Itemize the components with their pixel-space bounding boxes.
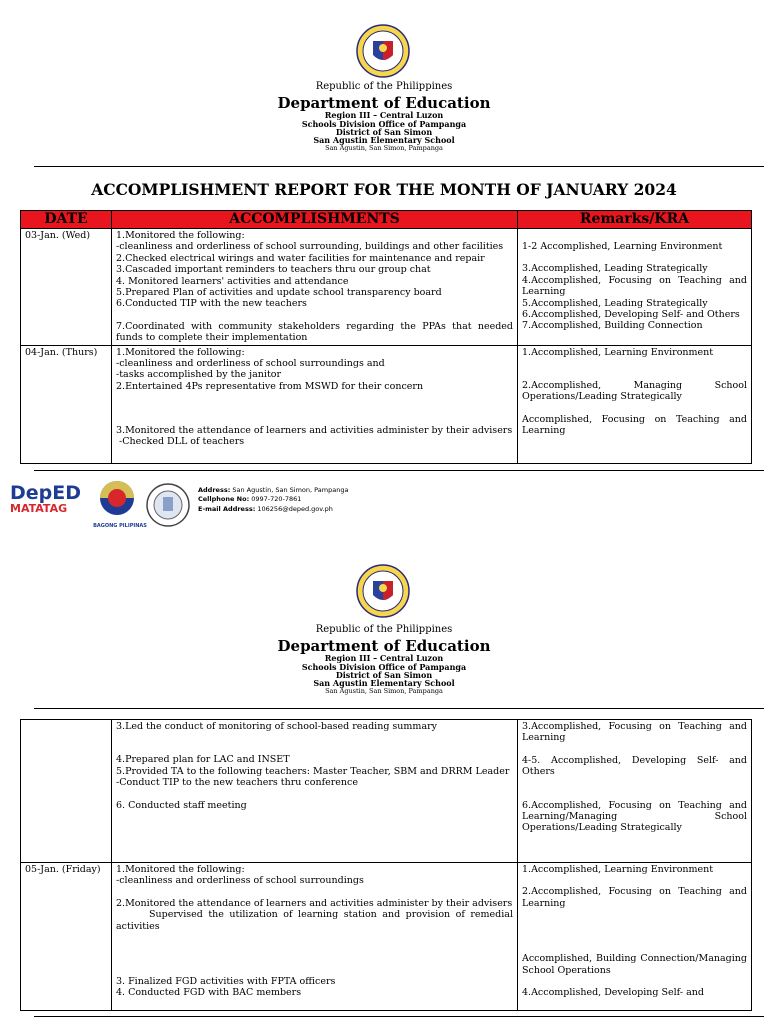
footer-divider (34, 470, 764, 471)
list-item: 1.Accomplished, Learning Environment (522, 346, 714, 358)
accomplishments-cell (112, 345, 518, 463)
list-item: 3.Accomplished, Focusing on Teaching and Learning (522, 721, 747, 744)
deped-seal-icon (356, 564, 410, 618)
list-item: 3.Monitored the attendance of learners and activities administer by their advisers (116, 425, 513, 437)
remarks-cell (518, 229, 752, 346)
matatag-logo-text: MATATAG (10, 502, 68, 515)
division-text: Schools Division Office of Pampanga (301, 661, 467, 672)
department-title: Department of Education (277, 93, 491, 112)
list-item: 7.Coordinated with community stakeholders regarding the PPAs that needed funds to complete their implementation (116, 320, 513, 344)
table-row (21, 863, 752, 1011)
list-item: 6.Conducted TIP with the new teachers (116, 298, 307, 310)
list-item: -cleanliness and orderliness of school surrounding, buildings and other facilities (116, 241, 504, 253)
contact-cellphone: 0997-720-7861 (251, 495, 302, 504)
list-item: 1-2 Accomplished, Learning Environment (522, 241, 723, 252)
list-item: 1.Accomplished, Learning Environment (522, 864, 714, 875)
region-text: Region III – Central Luzon (324, 653, 444, 664)
date-cell (21, 720, 112, 863)
table-row (21, 720, 752, 863)
division-text: Schools Division Office of Pampanga (301, 118, 467, 129)
republic-text: Republic of the Philippines (315, 624, 453, 635)
remarks-cell (518, 720, 752, 863)
republic-text: Republic of the Philippines (315, 81, 453, 92)
list-item: -cleanliness and orderliness of school surroundings (116, 875, 364, 887)
letterhead (0, 625, 768, 695)
contact-address: San Agustin, San Simon, Pampanga (232, 486, 349, 494)
date-header: DATE (21, 211, 112, 229)
district-text: District of San Simon (335, 670, 433, 681)
table-row (21, 229, 752, 346)
remarks-cell (518, 345, 752, 463)
list-item: -Checked DLL of teachers (116, 436, 245, 448)
list-item: 6.Accomplished, Developing Self- and Others (522, 308, 740, 320)
list-item: 2.Accomplished, Focusing on Teaching and Learning (522, 886, 747, 909)
list-item: 5.Provided TA to the following teachers: Master Teacher, SBM and DRRM Leader (116, 765, 510, 777)
date-cell: 05-Jan. (Friday) (21, 863, 112, 1011)
header-divider (34, 166, 764, 167)
contact-block: Address: San Agustin, San Simon, Pampanga Cellphone No: 0997-720-7861 E-mail Address: 106256@deped.gov.ph (198, 486, 349, 513)
list-item: 1.Monitored the following: (116, 864, 245, 875)
list-item: -tasks accomplished by the janitor (116, 369, 282, 381)
bagong-pilipinas-logo-icon (90, 480, 144, 524)
header-divider (34, 708, 764, 709)
list-item: 5.Accomplished, Leading Strategically (522, 297, 708, 309)
address-text: San Agustin, San Simon, Pampanga (325, 143, 443, 152)
district-text: District of San Simon (335, 127, 433, 138)
accomplishments-cell (112, 229, 518, 346)
accomplishments-cell (112, 720, 518, 863)
list-item: 4-5. Accomplished, Developing Self- and Others (522, 754, 747, 778)
list-item: 4.Accomplished, Developing Self- and (522, 986, 704, 998)
letterhead (0, 82, 768, 152)
list-item: 6.Accomplished, Focusing on Teaching and Learning/Managing School Operations/Leading Strategically (522, 799, 747, 834)
deped-matatag-logo (10, 484, 81, 515)
remarks-header: Remarks/KRA (518, 211, 752, 229)
list-item: -Conduct TIP to the new teachers thru conference (116, 777, 358, 789)
accomplishment-table (20, 719, 752, 1011)
list-item: 1.Monitored the following: (116, 346, 245, 358)
list-item: 2.Accomplished, Managing School Operations/Leading Strategically (522, 379, 747, 403)
list-item: Supervised the utilization of learning station and provision of remedial activities (116, 909, 517, 932)
bagong-pilipinas-text: BAGONG PILIPINAS (93, 523, 147, 529)
list-item: 2.Monitored the attendance of learners and activities administer by their advisers (116, 897, 513, 909)
report-title: ACCOMPLISHMENT REPORT FOR THE MONTH OF JANUARY 2024 (91, 180, 677, 199)
accomplishments-cell (112, 863, 518, 1011)
list-item: 7.Accomplished, Building Connection (522, 320, 703, 332)
list-item: 4.Prepared plan for LAC and INSET (116, 754, 290, 766)
list-item: 3. Finalized FGD activities with FPTA officers (116, 975, 336, 987)
school-text: San Agustin Elementary School (313, 678, 455, 689)
table-header-row (21, 211, 752, 229)
date-cell: 03-Jan. (Wed) (21, 229, 112, 346)
list-item: 3.Led the conduct of monitoring of school-based reading summary (116, 721, 438, 732)
list-item: 4. Conducted FGD with BAC members (116, 987, 302, 999)
list-item: 3.Cascaded important reminders to teachers thru our group chat (116, 264, 431, 276)
list-item: 4.Accomplished, Focusing on Teaching and Learning (522, 274, 747, 298)
remarks-cell (518, 863, 752, 1011)
deped-logo-text: DepED (10, 482, 82, 504)
list-item: Accomplished, Building Connection/Managing School Operations (522, 953, 747, 976)
date-cell: 04-Jan. (Thurs) (21, 345, 112, 463)
department-title: Department of Education (277, 636, 491, 655)
list-item: 2.Entertained 4Ps representative from MSWD for their concern (116, 380, 424, 392)
contact-email: 106256@deped.gov.ph (257, 504, 333, 513)
accomplishment-table (20, 210, 752, 464)
school-seal-icon (146, 483, 190, 527)
list-item: 6. Conducted staff meeting (116, 799, 247, 811)
table-row (21, 345, 752, 463)
list-item: 4. Monitored learners' activities and attendance (116, 275, 349, 287)
list-item: 1.Monitored the following: (116, 230, 245, 241)
list-item: Accomplished, Focusing on Teaching and Learning (522, 413, 747, 437)
accomplishments-header: ACCOMPLISHMENTS (112, 211, 518, 229)
address-text: San Agustin, San Simon, Pampanga (325, 686, 443, 695)
deped-seal-icon (356, 24, 410, 78)
list-item: 2.Checked electrical wirings and water facilities for maintenance and repair (116, 252, 485, 264)
school-text: San Agustin Elementary School (313, 135, 455, 146)
list-item: 5.Prepared Plan of activities and update school transparency board (116, 286, 442, 298)
list-item: 3.Accomplished, Leading Strategically (522, 263, 708, 275)
footer-divider (34, 1016, 764, 1017)
region-text: Region III – Central Luzon (324, 110, 444, 121)
list-item: -cleanliness and orderliness of school surroundings and (116, 357, 385, 369)
